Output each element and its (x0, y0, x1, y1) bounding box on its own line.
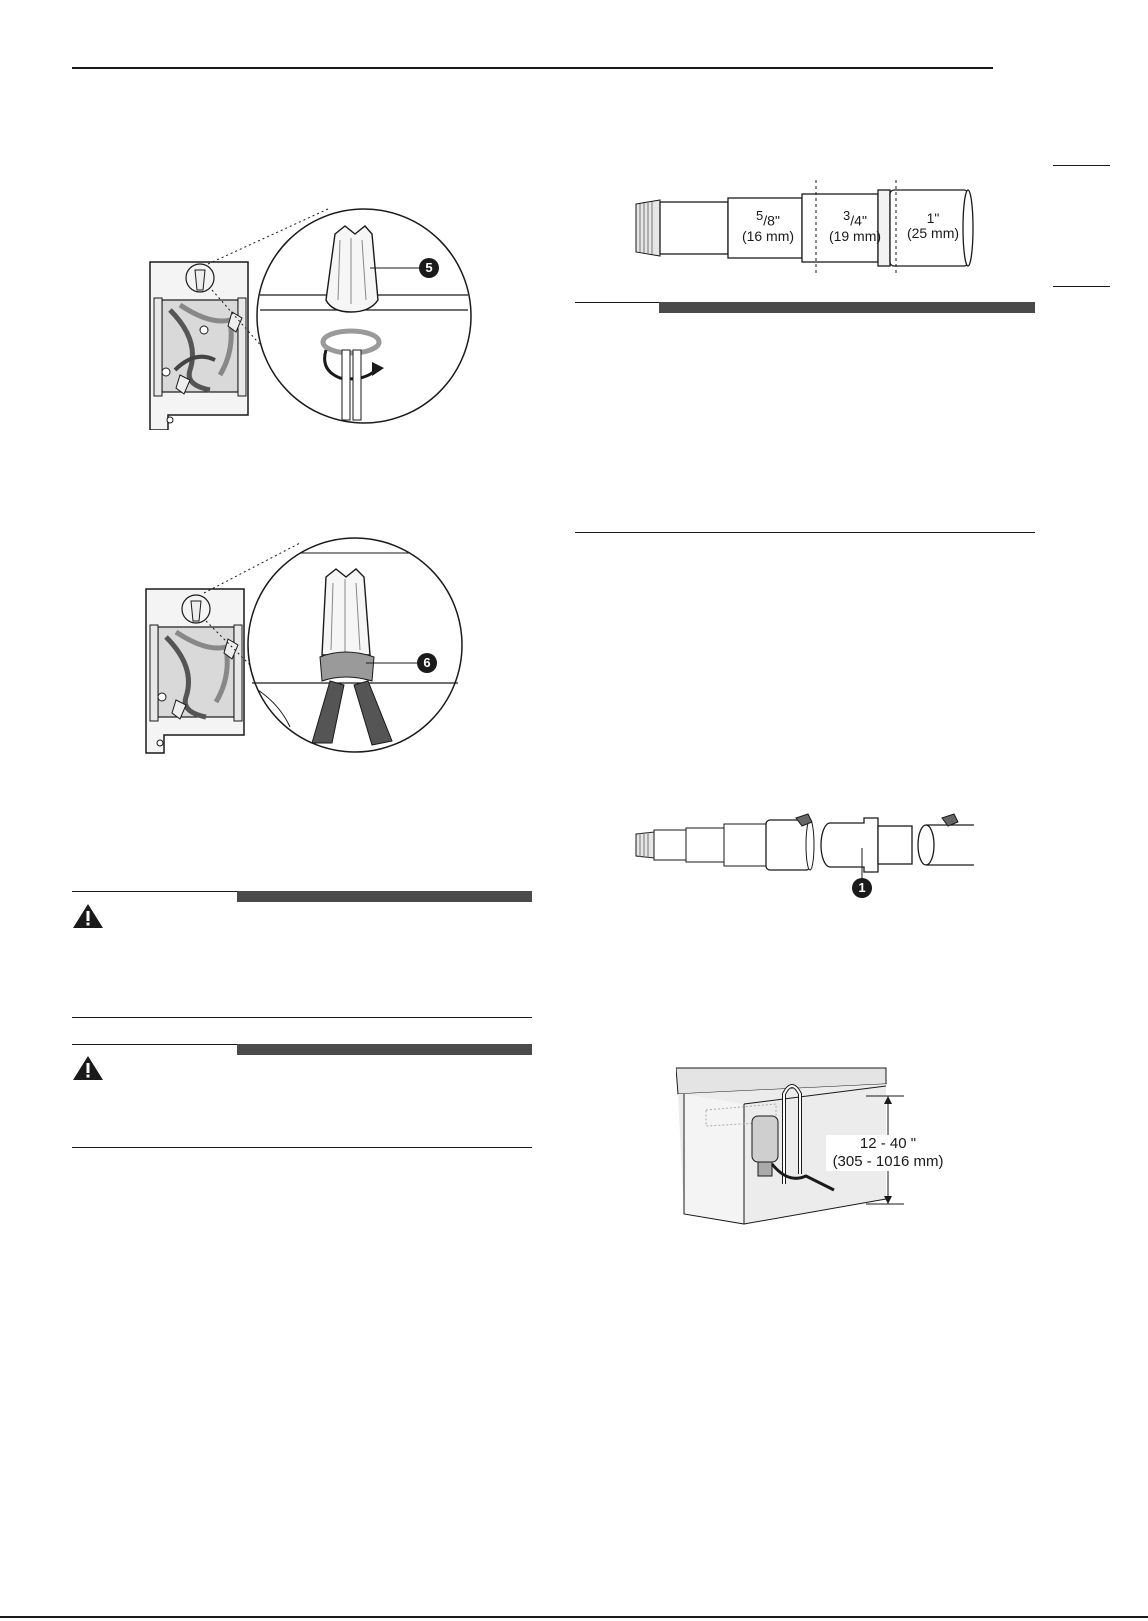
note-bottom-rule (575, 532, 1035, 533)
size-label-1: 1" (25 mm) (906, 210, 960, 241)
callout-1: 1 (852, 878, 872, 898)
sink-install-figure (676, 1064, 966, 1232)
page-top-rule (72, 67, 993, 69)
note-header-bar (659, 302, 1035, 313)
warning-1-header-bar (237, 891, 532, 902)
side-tab-rule-bottom (1053, 286, 1110, 287)
warning-2-header-bar (237, 1044, 532, 1055)
drain-hose-adapter-illustration (630, 808, 980, 903)
wire-nut-twist-figure (140, 200, 480, 430)
hose-sizes-figure (630, 178, 980, 278)
height-range-label: 12 - 40 " (305 - 1016 mm) (826, 1135, 950, 1171)
side-tab-rule-top (1053, 165, 1110, 166)
warning-triangle-icon (72, 1055, 104, 1086)
warning-2-bottom-rule (72, 1147, 532, 1148)
callout-5: 5 (419, 258, 439, 278)
wire-nut-twist-illustration (140, 200, 480, 430)
warning-triangle-icon (72, 903, 104, 934)
warning-1-bottom-rule (72, 1017, 532, 1018)
hose-adapter-figure (630, 808, 980, 903)
size-label-5-8: $^5$/8" (16 mm) (741, 208, 795, 244)
wire-nut-taped-illustration (140, 535, 480, 760)
page-bottom-rule (0, 1616, 1148, 1618)
wire-nut-tape-figure (140, 535, 480, 760)
callout-6: 6 (417, 653, 437, 673)
size-label-3-4: $^3$/4" (19 mm) (828, 208, 882, 244)
